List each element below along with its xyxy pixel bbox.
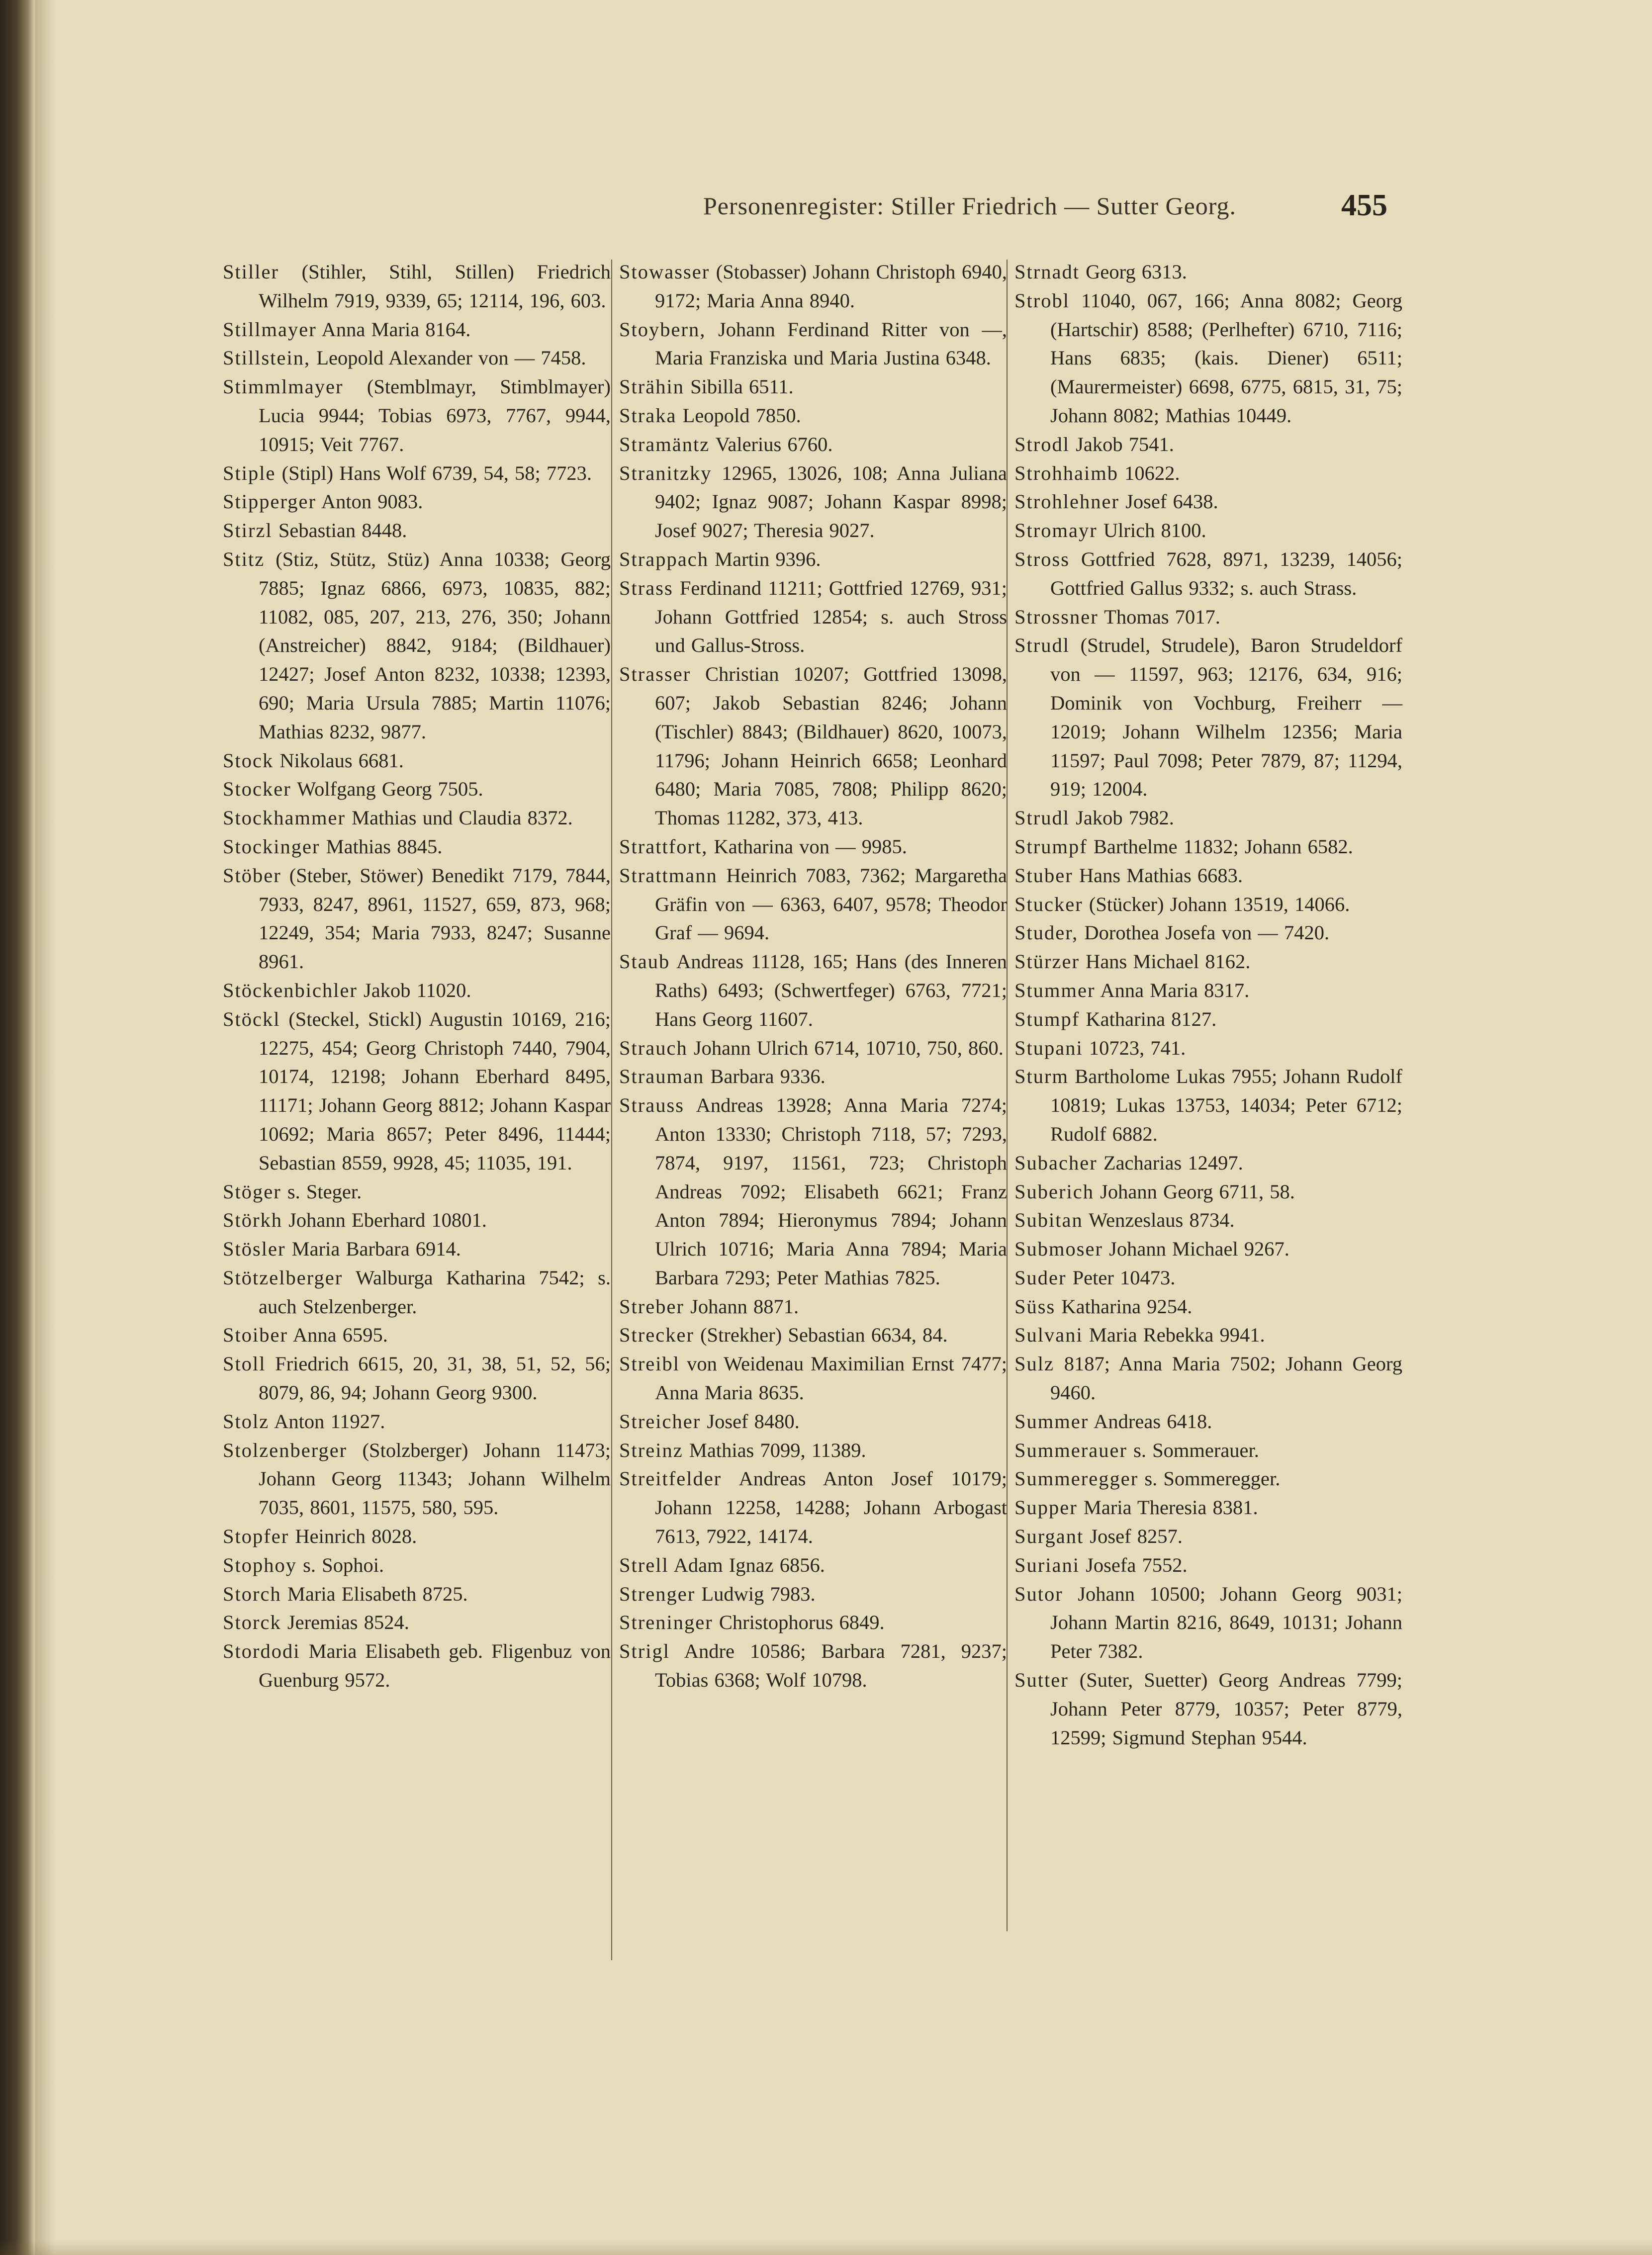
entry-details: Johann 10500; Johann Georg 9031; Johann Martin 8216, 8649, 10131; Johann Peter 7382. bbox=[1050, 1582, 1402, 1663]
entry-surname: Strattfort, bbox=[619, 835, 708, 858]
entry-surname: Stötzelberger bbox=[223, 1266, 343, 1289]
index-entry bbox=[619, 459, 1007, 545]
index-entry bbox=[619, 1350, 1007, 1407]
entry-surname: Strecker bbox=[619, 1324, 694, 1347]
entry-details: Adam Ignaz 6856. bbox=[668, 1553, 825, 1576]
entry-details: Mathias und Claudia 8372. bbox=[345, 807, 573, 829]
index-entry bbox=[619, 861, 1007, 947]
index-entry bbox=[619, 660, 1007, 832]
entry-details: Andreas 11128, 165; Hans (des Inneren Raths) 6493; (Schwertfeger) 6763, 7721; Hans Georg 11607. bbox=[655, 950, 1007, 1030]
entry-details: Katharina von — 9985. bbox=[708, 835, 907, 858]
entry-details: Johann Georg 6711, 58. bbox=[1094, 1180, 1295, 1203]
index-column-3 bbox=[1014, 258, 1402, 1752]
entry-surname: Strell bbox=[619, 1553, 669, 1576]
entry-details: Gottfried 7628, 8971, 13239, 14056; Gottfried Gallus 9332; s. auch Strass. bbox=[1050, 547, 1402, 599]
entry-surname: Strauman bbox=[619, 1065, 705, 1088]
index-entry bbox=[223, 1436, 611, 1522]
entry-surname: Stürzer bbox=[1014, 950, 1080, 973]
entry-details: Katharina 9254. bbox=[1055, 1295, 1193, 1318]
entry-surname: Stuber bbox=[1014, 864, 1073, 887]
entry-surname: Subacher bbox=[1014, 1151, 1098, 1174]
index-entry bbox=[223, 1637, 611, 1695]
entry-details: s. Sophoi. bbox=[297, 1553, 384, 1576]
entry-details: (Stihler, Stihl, Stillen) Friedrich Wilhelm 7919, 9339, 65; 12114, 196, 603. bbox=[259, 261, 611, 312]
entry-surname: Stocker bbox=[223, 778, 291, 801]
index-entry bbox=[1014, 430, 1402, 459]
entry-surname: Subitan bbox=[1014, 1209, 1083, 1232]
page-bottom-shadow bbox=[0, 2240, 1652, 2255]
entry-surname: Strodl bbox=[1014, 433, 1070, 455]
book-binding-edge bbox=[0, 0, 35, 2255]
index-entry bbox=[223, 1005, 611, 1177]
entry-details: Anton 9083. bbox=[316, 490, 423, 513]
index-entry bbox=[1014, 918, 1402, 947]
entry-details: Sibilla 6511. bbox=[684, 375, 794, 398]
index-entry bbox=[619, 1637, 1007, 1695]
index-entry bbox=[619, 315, 1007, 373]
index-entry bbox=[1014, 1177, 1402, 1206]
index-entry bbox=[619, 1292, 1007, 1321]
entry-details: Jakob 7982. bbox=[1070, 807, 1174, 829]
index-entry bbox=[619, 1464, 1007, 1550]
entry-details: Josef 8257. bbox=[1084, 1525, 1183, 1548]
entry-details: Johann Eberhard 10801. bbox=[282, 1209, 487, 1232]
entry-surname: Stolz bbox=[223, 1410, 270, 1433]
entry-details: Jakob 11020. bbox=[357, 979, 471, 1001]
entry-surname: Stiller bbox=[223, 261, 279, 283]
index-entry bbox=[1014, 1522, 1402, 1551]
entry-surname: Strnadt bbox=[1014, 261, 1080, 283]
index-entry bbox=[223, 1551, 611, 1580]
entry-details: Anna Maria 8164. bbox=[316, 318, 471, 341]
index-entry bbox=[1014, 1235, 1402, 1263]
index-entry bbox=[1014, 947, 1402, 976]
index-entry bbox=[619, 1436, 1007, 1465]
entry-details: Valerius 6760. bbox=[710, 433, 833, 455]
index-entry bbox=[223, 459, 611, 488]
index-entry bbox=[1014, 1493, 1402, 1522]
entry-surname: Strobl bbox=[1014, 289, 1070, 312]
entry-surname: Supper bbox=[1014, 1496, 1078, 1519]
entry-details: Maria Elisabeth geb. Fligenbuz von Guenburg 9572. bbox=[259, 1640, 611, 1692]
index-entry bbox=[619, 1608, 1007, 1637]
entry-surname: Stillstein, bbox=[223, 347, 311, 369]
entry-surname: Strigl bbox=[619, 1640, 670, 1663]
entry-surname: Stimmlmayer bbox=[223, 375, 344, 398]
entry-surname: Streibl bbox=[619, 1353, 680, 1375]
entry-details: (Steber, Stöwer) Benedikt 7179, 7844, 7933, 8247, 8961, 11527, 659, 873, 968; 12249, 354; Maria 7933, 8247; Susanne 8961. bbox=[259, 864, 611, 973]
entry-details: (Stücker) Johann 13519, 14066. bbox=[1083, 893, 1350, 915]
column-divider-1 bbox=[611, 260, 612, 1960]
entry-details: (Stemblmayr, Stimblmayer) Lucia 9944; Tobias 6973, 7767, 9944, 10915; Veit 7767. bbox=[259, 375, 611, 455]
index-entry bbox=[1014, 516, 1402, 545]
entry-surname: Stöber bbox=[223, 864, 281, 887]
page-number: 455 bbox=[1341, 188, 1387, 222]
entry-details: Jakob 7541. bbox=[1070, 433, 1174, 455]
entry-details: s. Sommerauer. bbox=[1127, 1439, 1259, 1461]
entry-surname: Sturm bbox=[1014, 1065, 1069, 1088]
index-entry bbox=[1014, 603, 1402, 631]
index-entry bbox=[1014, 1666, 1402, 1752]
index-entry bbox=[1014, 1206, 1402, 1235]
entry-surname: Strudl bbox=[1014, 807, 1070, 829]
entry-surname: Strasser bbox=[619, 663, 691, 686]
entry-surname: Sulvani bbox=[1014, 1324, 1083, 1347]
entry-surname: Süss bbox=[1014, 1295, 1056, 1318]
entry-details: Andreas 13928; Anna Maria 7274; Anton 13330; Christoph 7118, 57; 7293, 7874, 9197, 11561, 723; Christoph Andreas 7092; Elisabeth 6621; Franz Anton 7894; Hieronymus 7894; Johann Ulrich 10716; Maria Anna 7894; Maria Barbara 7293; Peter Mathias 7825. bbox=[655, 1094, 1007, 1289]
index-entry bbox=[1014, 890, 1402, 919]
entry-surname: Summer bbox=[1014, 1410, 1089, 1433]
index-entry bbox=[1014, 258, 1402, 286]
entry-details: Sebastian 8448. bbox=[272, 519, 407, 542]
entry-surname: Stösler bbox=[223, 1238, 286, 1261]
index-entry bbox=[223, 1522, 611, 1551]
entry-surname: Störkh bbox=[223, 1209, 283, 1232]
index-entry bbox=[619, 1034, 1007, 1063]
index-entry bbox=[223, 1350, 611, 1407]
entry-details: Jeremias 8524. bbox=[281, 1611, 409, 1634]
index-entry bbox=[223, 258, 611, 315]
entry-surname: Strauch bbox=[619, 1036, 688, 1059]
index-entry bbox=[223, 746, 611, 775]
entry-surname: Strenger bbox=[619, 1582, 696, 1605]
entry-details: Josef 8480. bbox=[701, 1410, 800, 1433]
index-entry bbox=[1014, 1034, 1402, 1063]
entry-details: (Stiz, Stütz, Stüz) Anna 10338; Georg 7885; Ignaz 6866, 6973, 10835, 882; 11082, 085, 207, 213, 276, 350; Johann (Anstreicher) 8842, 9184; (Bildhauer) 12427; Josef Anton 8232, 10338; 12393, 690; Maria Ursula 7885; Martin 11076; Mathias 8232, 9877. bbox=[259, 547, 611, 743]
entry-details: Anton 11927. bbox=[269, 1410, 385, 1433]
index-entry bbox=[1014, 1062, 1402, 1148]
index-entry bbox=[619, 258, 1007, 315]
entry-details: 11040, 067, 166; Anna 8082; Georg (Hartschir) 8588; (Perlhefter) 6710, 7116; Hans 6835; (kais. Diener) 6511; (Maurermeister) 6698, 6775, 6815, 31, 75; Johann 8082; Mathias 10449. bbox=[1050, 289, 1402, 427]
entry-surname: Strass bbox=[619, 576, 673, 599]
entry-surname: Stöckenbichler bbox=[223, 979, 358, 1001]
index-entry bbox=[1014, 861, 1402, 890]
entry-surname: Stumpf bbox=[1014, 1007, 1080, 1030]
entry-surname: Stöger bbox=[223, 1180, 281, 1203]
entry-details: Katharina 8127. bbox=[1080, 1007, 1217, 1030]
entry-surname: Streicher bbox=[619, 1410, 701, 1433]
entry-details: (Strudel, Strudele), Baron Strudeldorf von — 11597, 963; 12176, 634, 916; Dominik von Vochburg, Freiherr — 12019; Johann Wilhelm 12356; Maria 11597; Paul 7098; Peter 7879, 87; 11294, 919; 12004. bbox=[1050, 634, 1402, 801]
index-entry bbox=[1014, 1464, 1402, 1493]
entry-details: Thomas 7017. bbox=[1098, 605, 1220, 628]
index-entry bbox=[1014, 1436, 1402, 1465]
entry-details: Peter 10473. bbox=[1066, 1266, 1176, 1289]
entry-surname: Strohhaimb bbox=[1014, 461, 1118, 484]
index-entry bbox=[223, 1177, 611, 1206]
index-entry bbox=[223, 861, 611, 976]
index-entry bbox=[223, 516, 611, 545]
entry-details: s. Steger. bbox=[281, 1180, 362, 1203]
entry-details: 10622. bbox=[1118, 461, 1180, 484]
index-entry bbox=[1014, 804, 1402, 832]
entry-surname: Summerauer bbox=[1014, 1439, 1127, 1461]
entry-surname: Streber bbox=[619, 1295, 684, 1318]
entry-details: Georg 6313. bbox=[1080, 261, 1187, 283]
index-entry bbox=[619, 430, 1007, 459]
entry-details: 10723, 741. bbox=[1083, 1036, 1186, 1059]
entry-details: Barthelme 11832; Johann 6582. bbox=[1087, 835, 1353, 858]
entry-surname: Stopfer bbox=[223, 1525, 289, 1548]
entry-details: Leopold 7850. bbox=[676, 404, 801, 427]
index-entry bbox=[1014, 1580, 1402, 1666]
entry-details: Hans Mathias 6683. bbox=[1073, 864, 1243, 887]
entry-details: Heinrich 8028. bbox=[289, 1525, 417, 1548]
index-entry bbox=[223, 372, 611, 458]
entry-surname: Stupani bbox=[1014, 1036, 1083, 1059]
index-entry bbox=[223, 487, 611, 516]
entry-surname: Strattmann bbox=[619, 864, 718, 887]
entry-details: Wolfgang Georg 7505. bbox=[291, 778, 483, 801]
entry-details: 8187; Anna Maria 7502; Johann Georg 9460. bbox=[1050, 1353, 1402, 1404]
index-entry bbox=[1014, 545, 1402, 603]
entry-details: Zacharias 12497. bbox=[1097, 1151, 1243, 1174]
entry-surname: Sulz bbox=[1014, 1353, 1055, 1375]
index-entry bbox=[1014, 1292, 1402, 1321]
entry-details: Josefa 7552. bbox=[1080, 1553, 1188, 1576]
entry-surname: Stockhammer bbox=[223, 807, 346, 829]
entry-details: 12965, 13026, 108; Anna Juliana 9402; Ignaz 9087; Johann Kaspar 8998; Josef 9027; Theresia 9027. bbox=[655, 461, 1007, 542]
index-entry bbox=[619, 401, 1007, 430]
index-entry bbox=[1014, 1149, 1402, 1177]
entry-details: Ludwig 7983. bbox=[695, 1582, 816, 1605]
entry-details: Wenzeslaus 8734. bbox=[1083, 1209, 1235, 1232]
entry-details: Hans Michael 8162. bbox=[1079, 950, 1251, 973]
index-entry bbox=[223, 1263, 611, 1321]
entry-surname: Stolzenberger bbox=[223, 1439, 348, 1461]
entry-details: (Strekher) Sebastian 6634, 84. bbox=[694, 1324, 948, 1347]
index-entry bbox=[619, 1062, 1007, 1091]
index-entry bbox=[1014, 1005, 1402, 1034]
entry-details: Maria Elisabeth 8725. bbox=[281, 1582, 468, 1605]
entry-details: Maria Theresia 8381. bbox=[1077, 1496, 1258, 1519]
entry-details: Heinrich 7083, 7362; Margaretha Gräfin von — 6363, 6407, 9578; Theodor Graf — 9694. bbox=[655, 864, 1007, 944]
entry-surname: Summeregger bbox=[1014, 1467, 1139, 1490]
entry-surname: Suriani bbox=[1014, 1553, 1080, 1576]
index-entry bbox=[223, 775, 611, 804]
entry-details: Anna 6595. bbox=[288, 1324, 388, 1347]
index-column-1 bbox=[223, 258, 611, 1695]
entry-details: (Stobasser) Johann Christoph 6940, 9172; Maria Anna 8940. bbox=[655, 261, 1007, 312]
entry-details: Barbara 9336. bbox=[704, 1065, 826, 1088]
index-entry bbox=[1014, 1407, 1402, 1436]
entry-surname: Suder bbox=[1014, 1266, 1067, 1289]
entry-details: (Suter, Suetter) Georg Andreas 7799; Johann Peter 8779, 10357; Peter 8779, 12599; Sigmund Stephan 9544. bbox=[1050, 1669, 1402, 1749]
entry-details: (Stolzberger) Johann 11473; Johann Georg 11343; Johann Wilhelm 7035, 8601, 11575, 580, 595. bbox=[259, 1439, 611, 1519]
entry-details: Mathias 7099, 11389. bbox=[683, 1439, 866, 1461]
entry-details: Walburga Katharina 7542; s. auch Stelzenberger. bbox=[259, 1266, 611, 1318]
entry-details: Andre 10586; Barbara 7281, 9237; Tobias 6368; Wolf 10798. bbox=[655, 1640, 1007, 1692]
entry-surname: Stoll bbox=[223, 1353, 266, 1375]
index-entry bbox=[223, 1206, 611, 1235]
entry-details: Johann Michael 9267. bbox=[1103, 1238, 1289, 1261]
entry-details: Leopold Alexander von — 7458. bbox=[310, 347, 586, 369]
index-entry bbox=[1014, 487, 1402, 516]
index-entry bbox=[223, 976, 611, 1005]
index-entry bbox=[223, 1608, 611, 1637]
index-entry bbox=[1014, 459, 1402, 488]
index-entry bbox=[619, 947, 1007, 1033]
entry-details: (Steckel, Stickl) Augustin 10169, 216; 12275, 454; Georg Christoph 7440, 7904, 10174, 12198; Johann Eberhard 8495, 11171; Johann Georg 8812; Johann Kaspar 10692; Maria 8657; Peter 8496, 11444; Sebastian 8559, 9928, 45; 11035, 191. bbox=[259, 1007, 611, 1174]
index-entry bbox=[619, 1321, 1007, 1350]
entry-surname: Strumpf bbox=[1014, 835, 1088, 858]
entry-surname: Strohlehner bbox=[1014, 490, 1119, 513]
entry-details: Anna Maria 8317. bbox=[1095, 979, 1250, 1001]
index-entry bbox=[223, 1321, 611, 1350]
entry-surname: Stordodi bbox=[223, 1640, 300, 1663]
index-entry bbox=[223, 804, 611, 832]
entry-surname: Staub bbox=[619, 950, 670, 973]
index-entry bbox=[619, 1580, 1007, 1609]
index-entry bbox=[619, 372, 1007, 401]
entry-details: Christophorus 6849. bbox=[713, 1611, 885, 1634]
index-entry bbox=[619, 1091, 1007, 1292]
entry-details: Martin 9396. bbox=[708, 547, 821, 570]
entry-details: (Stipl) Hans Wolf 6739, 54, 58; 7723. bbox=[275, 461, 592, 484]
entry-surname: Streitfelder bbox=[619, 1467, 722, 1490]
entry-details: Johann Ferdinand Ritter von —, Maria Franziska und Maria Justina 6348. bbox=[655, 318, 1007, 369]
entry-details: Bartholome Lukas 7955; Johann Rudolf 10819; Lukas 13753, 14034; Peter 6712; Rudolf 6882. bbox=[1050, 1065, 1402, 1145]
entry-details: von Weidenau Maximilian Ernst 7477; Anna Maria 8635. bbox=[655, 1353, 1007, 1404]
entry-details: Nikolaus 6681. bbox=[274, 749, 404, 772]
index-entry bbox=[1014, 1551, 1402, 1580]
entry-surname: Strauss bbox=[619, 1094, 685, 1117]
entry-surname: Strappach bbox=[619, 547, 709, 570]
page-gutter-shadow bbox=[35, 0, 55, 2255]
entry-details: Ulrich 8100. bbox=[1097, 519, 1206, 542]
entry-surname: Stock bbox=[223, 749, 274, 772]
entry-details: Maria Rebekka 9941. bbox=[1083, 1324, 1265, 1347]
entry-surname: Storch bbox=[223, 1582, 281, 1605]
entry-surname: Surgant bbox=[1014, 1525, 1084, 1548]
entry-surname: Sutor bbox=[1014, 1582, 1063, 1605]
entry-surname: Streninger bbox=[619, 1611, 713, 1634]
entry-details: Maria Barbara 6914. bbox=[285, 1238, 461, 1261]
index-entry bbox=[1014, 832, 1402, 861]
index-entry bbox=[1014, 976, 1402, 1005]
entry-details: Ferdinand 11211; Gottfried 12769, 931; Johann Gottfried 12854; s. auch Stross und Gallus-Stross. bbox=[655, 576, 1007, 657]
index-entry bbox=[619, 545, 1007, 574]
entry-details: Friedrich 6615, 20, 31, 38, 51, 52, 56; 8079, 86, 94; Johann Georg 9300. bbox=[259, 1353, 611, 1404]
entry-surname: Stummer bbox=[1014, 979, 1096, 1001]
index-entry bbox=[1014, 1321, 1402, 1350]
entry-details: Johann 8871. bbox=[684, 1295, 799, 1318]
entry-details: Andreas Anton Josef 10179; Johann 12258, 14288; Johann Arbogast 7613, 7922, 14174. bbox=[655, 1467, 1007, 1548]
entry-details: Dorothea Josefa von — 7420. bbox=[1078, 921, 1330, 944]
index-column-2 bbox=[619, 258, 1007, 1695]
entry-surname: Stranitzky bbox=[619, 461, 712, 484]
entry-surname: Submoser bbox=[1014, 1238, 1103, 1261]
index-entry bbox=[1014, 1263, 1402, 1292]
entry-surname: Stucker bbox=[1014, 893, 1083, 915]
entry-details: Johann Ulrich 6714, 10710, 750, 860. bbox=[687, 1036, 1004, 1059]
entry-surname: Stöckl bbox=[223, 1007, 280, 1030]
index-entry bbox=[223, 344, 611, 372]
entry-surname: Stoybern, bbox=[619, 318, 706, 341]
entry-surname: Strudl bbox=[1014, 634, 1070, 657]
index-entry bbox=[223, 1235, 611, 1263]
entry-surname: Stromayr bbox=[1014, 519, 1098, 542]
entry-surname: Straka bbox=[619, 404, 677, 427]
entry-surname: Stoiber bbox=[223, 1324, 288, 1347]
entry-surname: Streinz bbox=[619, 1439, 683, 1461]
entry-surname: Stirzl bbox=[223, 519, 273, 542]
index-entry bbox=[1014, 631, 1402, 804]
index-entry bbox=[1014, 286, 1402, 430]
entry-details: Andreas 6418. bbox=[1089, 1410, 1212, 1433]
entry-surname: Stowasser bbox=[619, 261, 710, 283]
entry-surname: Strossner bbox=[1014, 605, 1099, 628]
entry-details: Mathias 8845. bbox=[320, 835, 443, 858]
entry-surname: Stipperger bbox=[223, 490, 316, 513]
index-entry bbox=[223, 832, 611, 861]
entry-surname: Stramäntz bbox=[619, 433, 710, 455]
entry-surname: Studer, bbox=[1014, 921, 1079, 944]
entry-details: Christian 10207; Gottfried 13098, 607; Jakob Sebastian 8246; Johann (Tischler) 8843; (Bildhauer) 8620, 10073, 11796; Johann Heinrich 6658; Leonhard 6480; Maria 7085, 7808; Philipp 8620; Thomas 11282, 373, 413. bbox=[655, 663, 1007, 829]
entry-surname: Strähin bbox=[619, 375, 684, 398]
entry-surname: Stophoy bbox=[223, 1553, 297, 1576]
entry-surname: Sutter bbox=[1014, 1669, 1069, 1692]
index-entry bbox=[223, 1580, 611, 1609]
index-entry bbox=[619, 574, 1007, 660]
index-entry bbox=[223, 1407, 611, 1436]
index-entry bbox=[1014, 1350, 1402, 1407]
index-entry bbox=[223, 545, 611, 746]
index-entry bbox=[223, 315, 611, 344]
index-entry bbox=[619, 1551, 1007, 1580]
entry-surname: Stiple bbox=[223, 461, 276, 484]
entry-surname: Storck bbox=[223, 1611, 281, 1634]
entry-surname: Stitz bbox=[223, 547, 265, 570]
index-entry bbox=[619, 1407, 1007, 1436]
entry-surname: Stross bbox=[1014, 547, 1070, 570]
entry-surname: Stillmayer bbox=[223, 318, 317, 341]
entry-details: s. Sommeregger. bbox=[1138, 1467, 1281, 1490]
entry-details: Josef 6438. bbox=[1119, 490, 1218, 513]
running-header: Personenregister: Stiller Friedrich — Sutter Georg. bbox=[703, 192, 1237, 220]
entry-surname: Stockinger bbox=[223, 835, 320, 858]
index-entry bbox=[619, 832, 1007, 861]
entry-surname: Suberich bbox=[1014, 1180, 1094, 1203]
